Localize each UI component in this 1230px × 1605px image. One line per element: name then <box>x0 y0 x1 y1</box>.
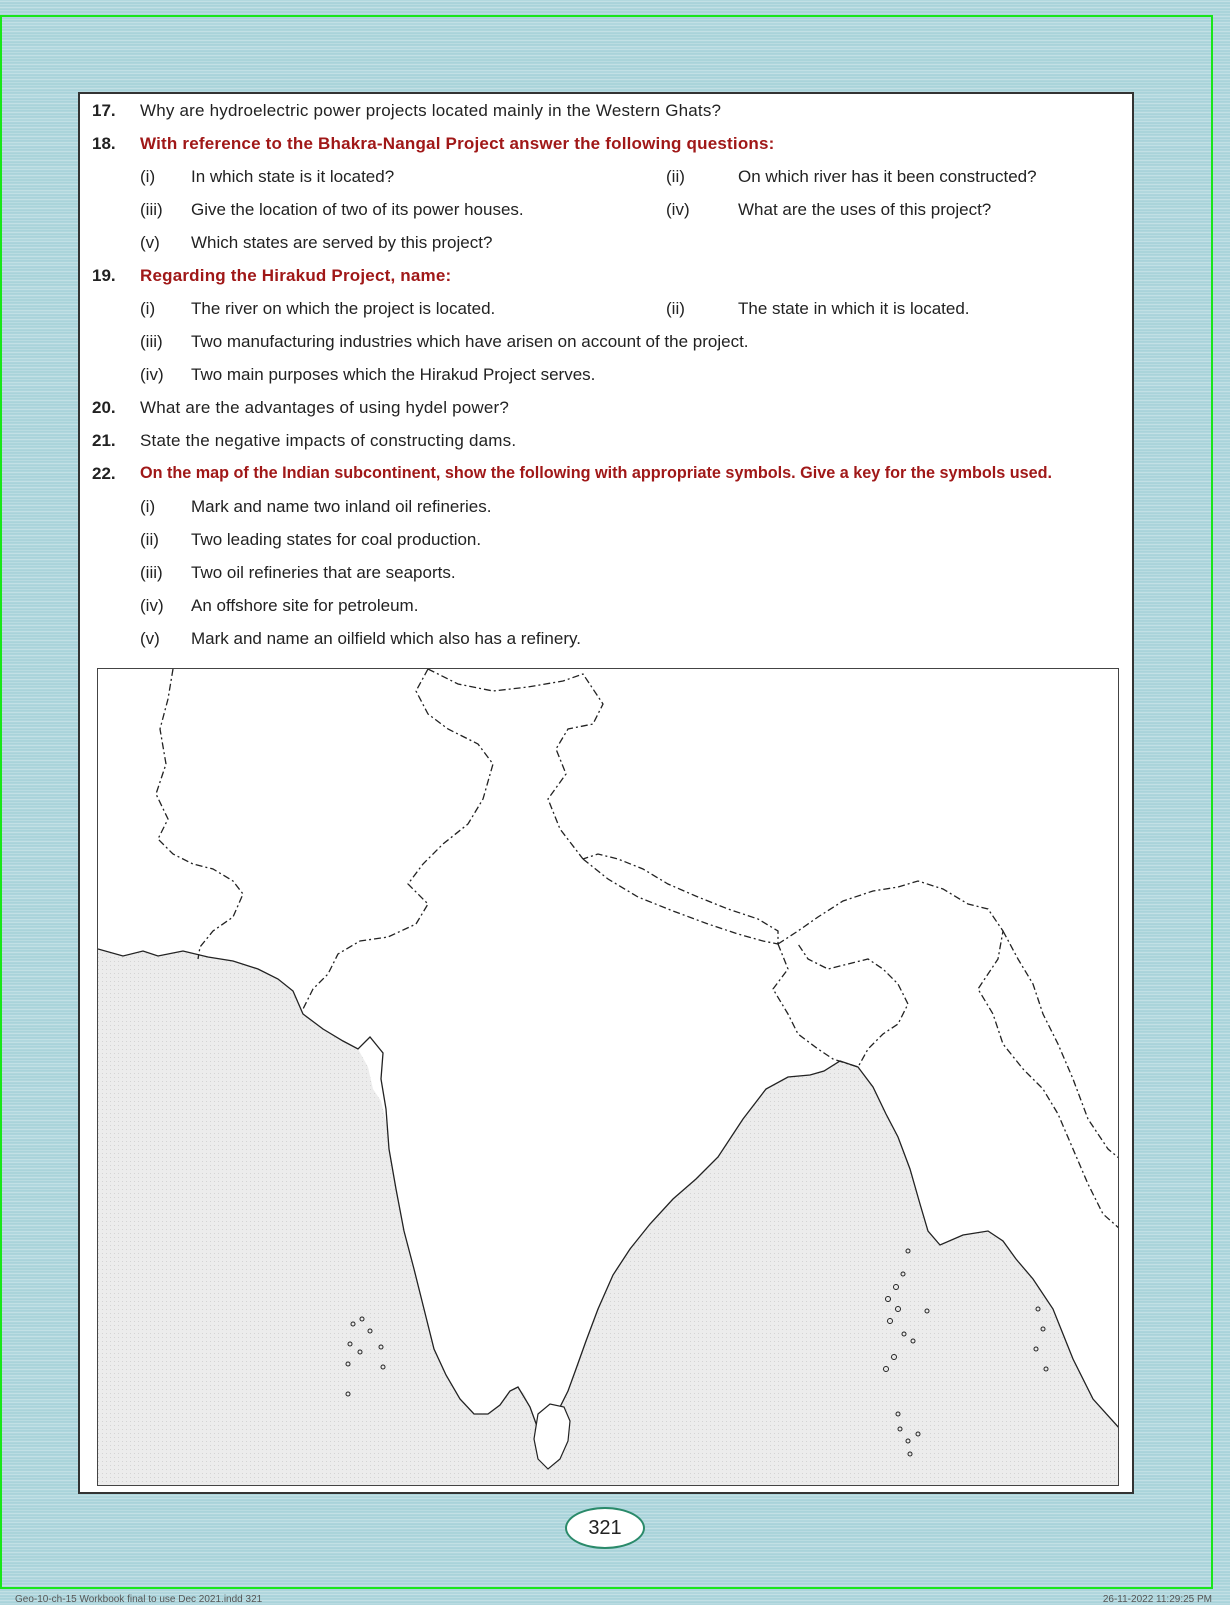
part-text: Two manufacturing industries which have arisen on account of the project. <box>191 332 749 351</box>
pakistan-afghanistan-border <box>156 669 243 959</box>
part-label: (i) <box>140 497 156 516</box>
page-number: 321 <box>565 1507 645 1549</box>
question-number: 17. <box>92 101 116 120</box>
outline-map <box>97 668 1119 1486</box>
part-label: (iii) <box>140 332 163 351</box>
part-text: Two leading states for coal production. <box>191 530 482 549</box>
part-text: Two oil refineries that are seaports. <box>191 563 456 582</box>
india-outline-map-svg <box>98 669 1119 1486</box>
part-label: (ii) <box>666 167 685 186</box>
part-text: Which states are served by this project? <box>191 233 493 252</box>
question-number: 22. <box>92 464 116 483</box>
question-number: 20. <box>92 398 116 417</box>
part-text: On which river has it been constructed? <box>738 167 1037 186</box>
footer-timestamp: 26-11-2022 11:29:25 PM <box>1102 1594 1212 1605</box>
arabian-sea <box>98 949 558 1486</box>
part-label: (iii) <box>140 200 163 219</box>
myanmar-border <box>1003 931 1119 1159</box>
part-label: (ii) <box>666 299 685 318</box>
question-text: State the negative impacts of constructing dams. <box>140 431 517 450</box>
question-text: What are the advantages of using hydel power? <box>140 398 510 417</box>
part-label: (iii) <box>140 563 163 582</box>
part-text: An offshore site for petroleum. <box>191 596 419 615</box>
question-heading: With reference to the Bhakra-Nangal Project answer the following questions: <box>140 134 775 153</box>
part-label: (ii) <box>140 530 159 549</box>
question-number: 21. <box>92 431 116 450</box>
question-number: 18. <box>92 134 116 153</box>
north-border <box>428 669 603 859</box>
bay-of-bengal <box>546 1061 1119 1486</box>
part-label: (iv) <box>140 596 164 615</box>
question-heading: On the map of the Indian subcontinent, show the following with appropriate symbols. Give a key for the symbols used. <box>140 464 1053 482</box>
bangladesh-border <box>773 944 908 1067</box>
part-label: (i) <box>140 167 156 186</box>
nepal-border <box>583 854 778 944</box>
part-text: Two main purposes which the Hirakud Project serves. <box>191 365 596 384</box>
india-pakistan-border <box>303 669 493 1009</box>
part-text: The river on which the project is located. <box>191 299 496 318</box>
part-label: (v) <box>140 629 160 648</box>
part-text: The state in which it is located. <box>738 299 970 318</box>
part-text: Mark and name an oilfield which also has a refinery. <box>191 629 581 648</box>
part-label: (v) <box>140 233 160 252</box>
part-text: Give the location of two of its power houses. <box>191 200 524 219</box>
part-label: (iv) <box>140 365 164 384</box>
part-label: (i) <box>140 299 156 318</box>
footer-file-info: Geo-10-ch-15 Workbook final to use Dec 2021.indd 321 <box>15 1594 263 1605</box>
part-label: (iv) <box>666 200 690 219</box>
part-text: In which state is it located? <box>191 167 395 186</box>
question-heading: Regarding the Hirakud Project, name: <box>140 266 452 285</box>
question-number: 19. <box>92 266 116 285</box>
question-text: Why are hydroelectric power projects located mainly in the Western Ghats? <box>140 101 722 120</box>
part-text: What are the uses of this project? <box>738 200 992 219</box>
part-text: Mark and name two inland oil refineries. <box>191 497 492 516</box>
